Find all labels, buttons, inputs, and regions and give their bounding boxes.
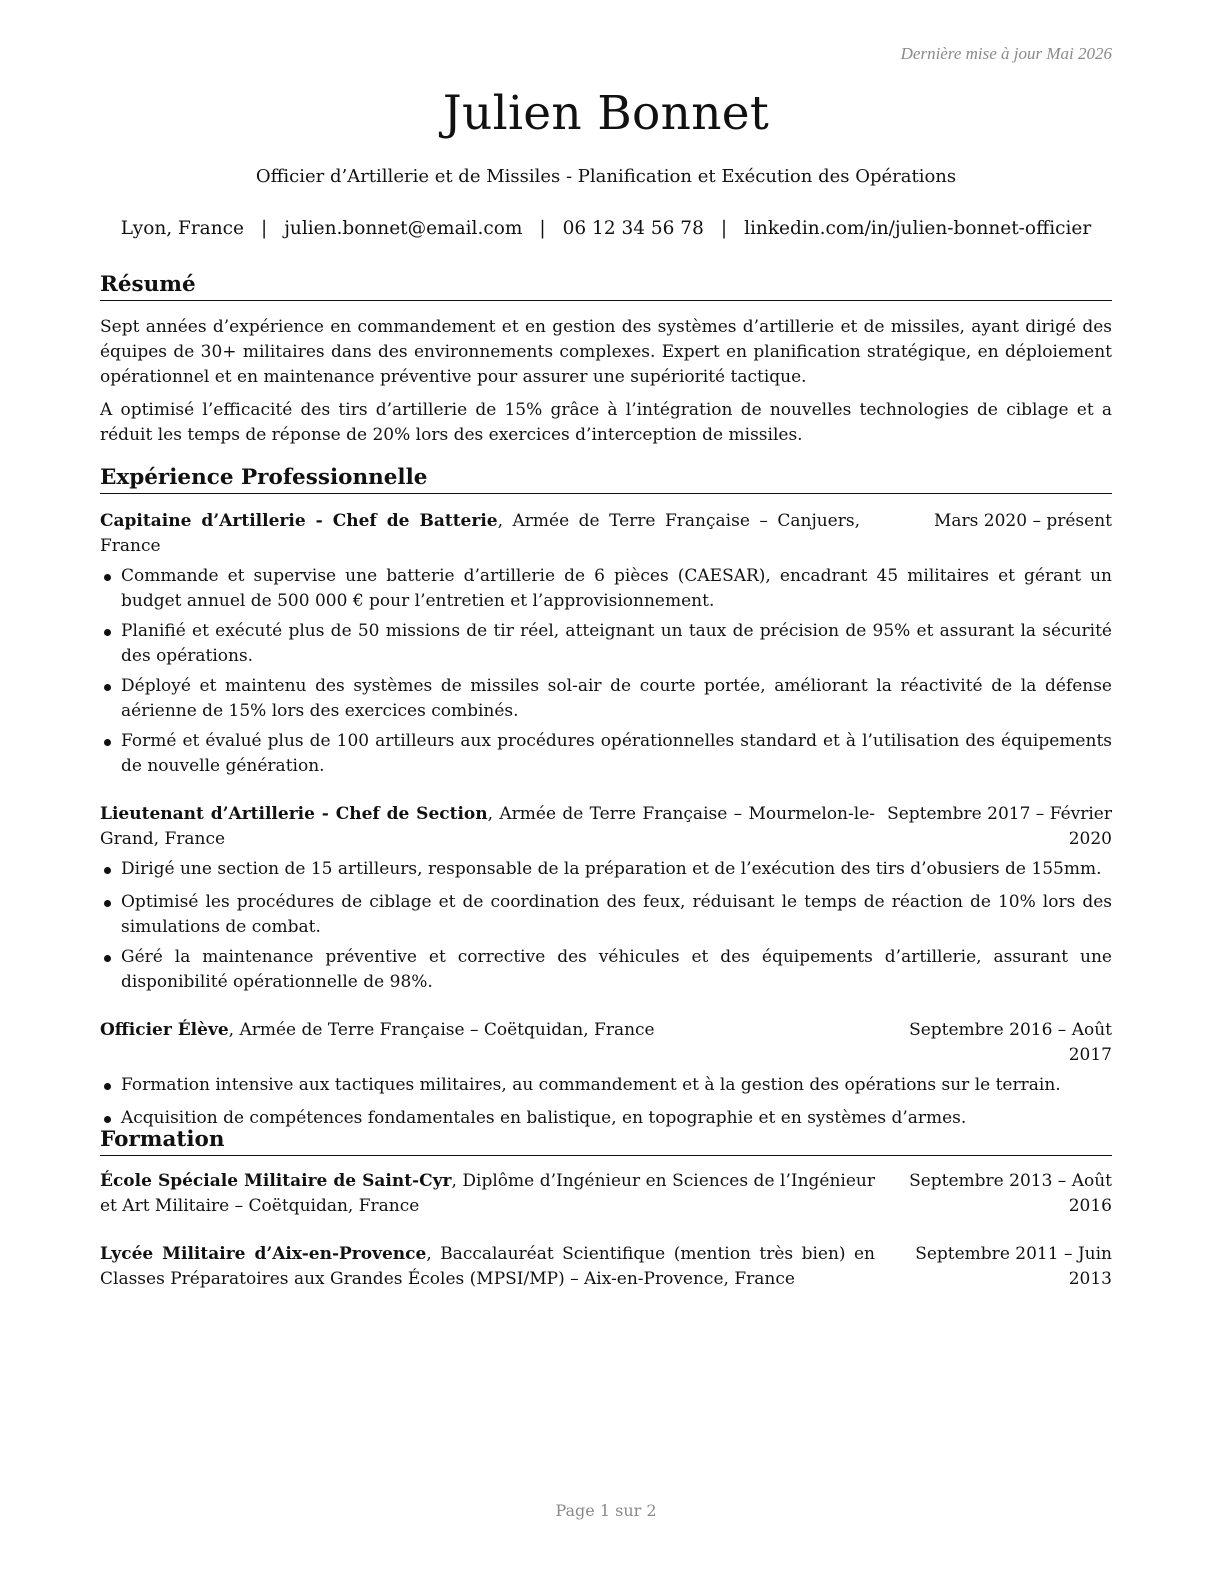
- job-bullet: Commande et supervise une batterie d’artillerie de 6 pièces (CAESAR), encadrant 45 militaires et gérant un budget annuel de 500 000 € pour l’entretien et l’approvisionnement.: [100, 564, 1112, 614]
- school-name: Lycée Militaire d’Aix-en-Provence: [100, 1244, 427, 1264]
- job-organization: , Armée de Terre Française – Canjuers, France: [100, 511, 860, 556]
- section-title-education: Formation: [100, 1126, 1112, 1156]
- experience-entry: [100, 802, 1112, 995]
- resume-page: [100, 0, 1112, 1584]
- job-dates: Septembre 2016 – Août 2017: [909, 1020, 1112, 1065]
- contact-separator: |: [720, 218, 728, 239]
- experience-entry-header: [100, 509, 1112, 559]
- education-dates: Septembre 2011 – Juin 2013: [915, 1244, 1112, 1289]
- job-bullet: Dirigé une section de 15 artilleurs, responsable de la préparation et de l’exécution des tirs d’obusiers de 155mm.: [100, 857, 1112, 882]
- school-name: École Spéciale Militaire de Saint-Cyr: [100, 1171, 452, 1191]
- education-dates: Septembre 2013 – Août 2016: [909, 1171, 1112, 1216]
- job-bullet: Formé et évalué plus de 100 artilleurs aux procédures opérationnelles standard et à l’utilisation des équipements de nouvelle génération.: [100, 729, 1112, 779]
- last-update-date: Dernière mise à jour Mai 2026: [900, 44, 1112, 63]
- job-bullet: Déployé et maintenu des systèmes de missiles sol-air de courte portée, améliorant la réactivité de la défense aérienne de 15% lors des exercices combinés.: [100, 674, 1112, 724]
- contact-linkedin-link[interactable]: linkedin.com/in/julien-bonnet-officier: [744, 218, 1092, 239]
- job-organization: , Armée de Terre Française – Mourmelon-le-Grand, France: [100, 804, 875, 849]
- candidate-headline: Officier d’Artillerie et de Missiles - Planification et Exécution des Opérations: [255, 166, 957, 187]
- experience-entry: [100, 509, 1112, 779]
- candidate-name: Julien Bonnet: [442, 86, 770, 141]
- job-bullet: Acquisition de compétences fondamentales en balistique, en topographie et en systèmes d’armes.: [100, 1106, 1112, 1131]
- summary-section: [100, 271, 1112, 448]
- job-bullet: Optimisé les procédures de ciblage et de coordination des feux, réduisant le temps de réaction de 10% lors des simulations de combat.: [100, 890, 1112, 940]
- job-dates: Septembre 2017 – Février 2020: [887, 804, 1112, 849]
- job-bullet-list: [100, 857, 1112, 995]
- job-title: Lieutenant d’Artillerie - Chef de Section: [100, 804, 488, 824]
- job-title: Officier Élève: [100, 1020, 229, 1040]
- experience-entry-header: [100, 802, 1112, 852]
- job-bullet-list: [100, 1073, 1112, 1131]
- experience-entry-header: [100, 1018, 1112, 1068]
- experience-section: [100, 464, 1112, 1131]
- contact-separator: |: [260, 218, 268, 239]
- job-bullet-list: [100, 564, 1112, 779]
- job-organization: , Armée de Terre Française – Coëtquidan, France: [228, 1020, 655, 1040]
- education-entry: [100, 1242, 1112, 1292]
- summary-paragraph: A optimisé l’efficacité des tirs d’artillerie de 15% grâce à l’intégration de nouvelles technologies de ciblage et a réduit les temps de réponse de 20% lors des exercices d’interception de missiles.: [100, 400, 1112, 445]
- job-bullet: Formation intensive aux tactiques militaires, au commandement et à la gestion des opérations sur le terrain.: [100, 1073, 1112, 1098]
- job-bullet: Géré la maintenance préventive et corrective des véhicules et des équipements d’artillerie, assurant une disponibilité opérationnelle de 98%.: [100, 945, 1112, 995]
- job-title: Capitaine d’Artillerie - Chef de Batterie: [100, 511, 498, 531]
- contact-phone: 06 12 34 56 78: [562, 218, 704, 239]
- contact-location: Lyon, France: [120, 218, 244, 239]
- section-title-summary: Résumé: [100, 271, 1112, 301]
- education-entry-header: [100, 1169, 1112, 1219]
- degree-detail: , Baccalauréat Scientifique (mention très bien) en Classes Préparatoires aux Grandes Écoles (MPSI/MP) – Aix-en-Provence, France: [100, 1244, 875, 1289]
- contact-line: [100, 218, 1112, 239]
- contact-email-link[interactable]: julien.bonnet@email.com: [284, 218, 523, 239]
- job-bullet: Planifié et exécuté plus de 50 missions de tir réel, atteignant un taux de précision de 95% et assurant la sécurité des opérations.: [100, 619, 1112, 669]
- section-title-experience: Expérience Professionnelle: [100, 464, 1112, 494]
- experience-entry: [100, 1018, 1112, 1131]
- contact-separator: |: [539, 218, 546, 239]
- education-entry: [100, 1169, 1112, 1219]
- job-dates: Mars 2020 – présent: [933, 511, 1112, 531]
- degree-detail: , Diplôme d’Ingénieur en Sciences de l’Ingénieur et Art Militaire – Coëtquidan, France: [100, 1171, 875, 1216]
- education-section: [100, 1126, 1112, 1292]
- education-entry-header: [100, 1242, 1112, 1292]
- page-number: Page 1 sur 2: [555, 1501, 657, 1520]
- summary-paragraph: Sept années d’expérience en commandement et en gestion des systèmes d’artillerie et de missiles, ayant dirigé des équipes de 30+ militaires dans des environnements complexes. Expert en planification stratégique, en déploiement opérationnel et en maintenance préventive pour assurer une supériorité tactique.: [100, 317, 1112, 387]
